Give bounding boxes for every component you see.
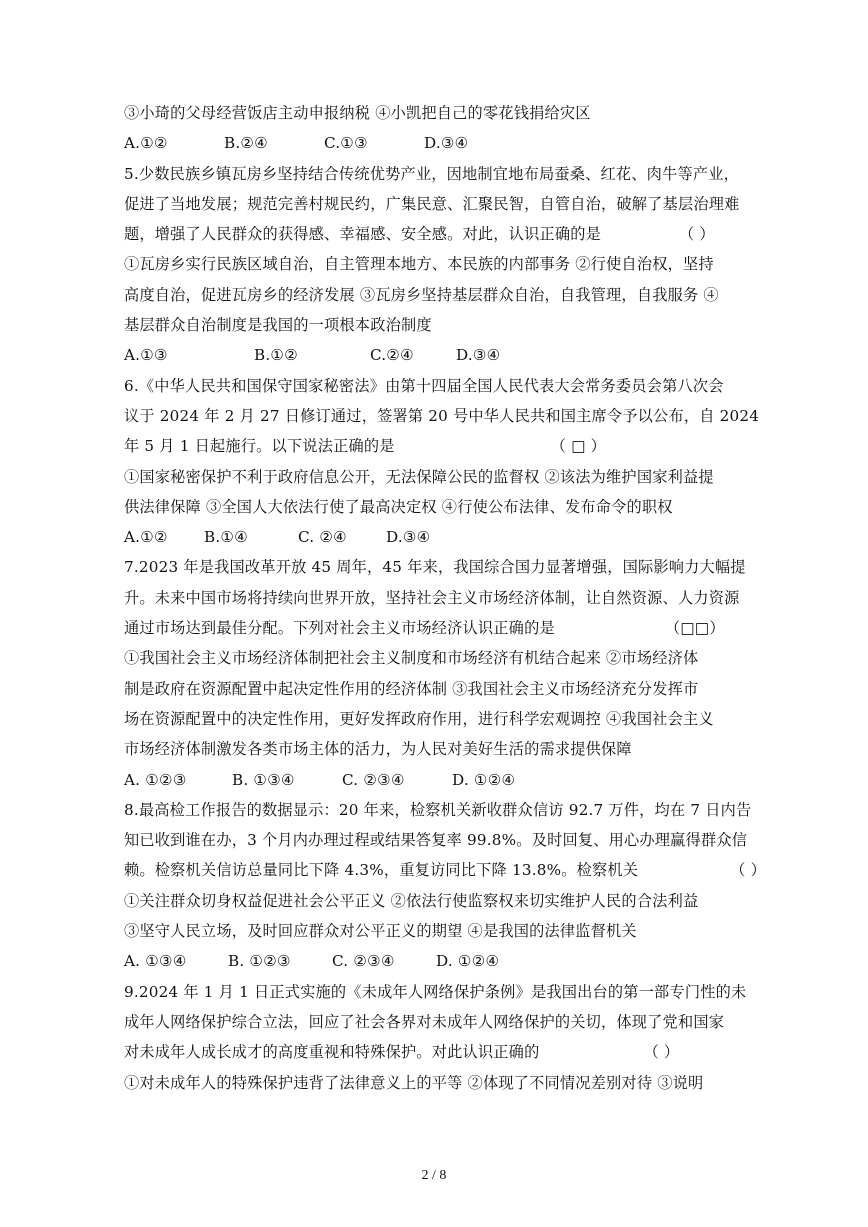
q5-stem-text: 题，增强了人民群众的获得感、幸福感、安全感。对此，认识正确的是	[124, 225, 602, 244]
q5-statement-line-3: 基层群众自治制度是我国的一项根本政治制度	[124, 316, 432, 335]
q9-stem-line-2: 成年人网络保护综合立法，回应了社会各界对未成年人网络保护的关切，体现了党和国家	[124, 1012, 725, 1031]
q5-statement-line-2: 高度自治，促进瓦房乡的经济发展 ③瓦房乡坚持基层群众自治，自我管理，自我服务 ④	[124, 285, 719, 304]
q4-option-a: A.①②	[124, 134, 168, 153]
q5-option-c: C.②④	[370, 346, 414, 365]
q7-answer-bracket: （□□）	[664, 619, 725, 638]
q6-option-c: C. ②④	[298, 528, 347, 547]
q8-options	[124, 946, 744, 976]
q9-stem-line-1: 9.2024 年 1 月 1 日正式实施的《未成年人网络保护条例》是我国出台的第一部专门性的未	[124, 982, 747, 1001]
q6-option-a: A.①②	[124, 528, 168, 547]
q7-options	[124, 765, 744, 795]
q9-statement-line-1: ①对未成年人的特殊保护违背了法律意义上的平等 ②体现了不同情况差别对待 ③说明	[124, 1073, 704, 1092]
page-number: 2 / 8	[421, 1168, 447, 1183]
q8-stem-line-3	[124, 855, 766, 885]
q8-statement-line-1: ①关注群众切身权益促进社会公平正义 ②依法行使监察权来切实维护人民的合法利益	[124, 891, 699, 910]
q6-statement-line-2: 供法律保障 ③全国人大依法行使了最高决定权 ④行使公布法律、发布命令的职权	[124, 497, 673, 516]
q4-statement-line: ③小琦的父母经营饭店主动申报纳税 ④小凯把自己的零花钱捐给灾区	[124, 104, 591, 122]
q4-option-b: B.②④	[224, 134, 269, 153]
q8-option-b: B. ①②③	[228, 952, 291, 971]
q7-stem-line-3	[124, 613, 744, 643]
q6-stem-line-1: 6.《中华人民共和国保守国家秘密法》由第十四届全国人民代表大会常务委员会第八次会	[124, 376, 724, 395]
q5-statement-line-1: ①瓦房乡实行民族区域自治，自主管理本地方、本民族的内部事务 ②行使自治权，坚持	[124, 255, 714, 274]
q5-options	[124, 340, 744, 370]
q5-option-b: B.①②	[254, 346, 299, 365]
q6-answer-bracket: （ □ ）	[550, 437, 607, 456]
q8-statement-line-2: ③坚守人民立场，及时回应群众对公平正义的期望 ④是我国的法律监督机关	[124, 922, 637, 941]
q6-stem-line-2: 议于 2024 年 2 月 27 日修订通过，签署第 20 号中华人民共和国主席令予以公布，自 2024	[124, 406, 760, 425]
q8-stem-text: 赖。检察机关信访总量同比下降 4.3%，重复访同比下降 13.8%。检察机关	[124, 861, 639, 880]
q9-stem-line-3	[124, 1037, 744, 1067]
q5-stem-line-3	[124, 219, 744, 249]
q5-option-a: A.①③	[124, 346, 168, 365]
q4-options	[124, 128, 744, 158]
q7-stem-line-1: 7.2023 年是我国改革开放 45 周年，45 年来，我国综合国力显著增强，国际影响力大幅提	[124, 558, 746, 577]
q7-option-c: C. ②③④	[342, 770, 405, 789]
q6-option-d: D.③④	[386, 528, 431, 547]
q5-stem-line-2: 促进了当地发展；规范完善村规民约，广集民意、汇聚民智，自管自治，破解了基层治理难	[124, 194, 740, 213]
q4-option-d: D.③④	[424, 134, 469, 153]
q4-option-c: C.①③	[324, 134, 368, 153]
q6-statement-line-1: ①国家秘密保护不利于政府信息公开，无法保障公民的监督权 ②该法为维护国家利益提	[124, 467, 714, 486]
q6-stem-text: 年 5 月 1 日起施行。以下说法正确的是	[124, 437, 395, 456]
q9-stem-text: 对未成年人成长成才的高度重视和特殊保护。对此认识正确的	[124, 1043, 540, 1062]
q7-statement-line-4: 市场经济体制激发各类市场主体的活力，为人民对美好生活的需求提供保障	[124, 740, 632, 759]
q8-answer-bracket: （ ）	[730, 861, 766, 880]
q7-statement-line-2: 制是政府在资源配置中起决定性作用的经济体制 ③我国社会主义市场经济充分发挥市	[124, 679, 699, 698]
q5-answer-bracket: （ ）	[679, 225, 715, 244]
q5-option-d: D.③④	[456, 346, 501, 365]
q6-stem-line-3	[124, 431, 744, 461]
q8-option-d: D. ①②④	[436, 952, 500, 971]
q7-option-d: D. ①②④	[452, 770, 516, 789]
q8-stem-line-1: 8.最高检工作报告的数据显示：20 年来，检察机关新收群众信访 92.7 万件，均在 7 日内告	[124, 800, 752, 819]
q7-stem-line-2: 升。未来中国市场将持续向世界开放，坚持社会主义市场经济体制，让自然资源、人力资源	[124, 588, 740, 607]
q8-option-c: C. ②③④	[332, 952, 395, 971]
q9-answer-bracket: （ ）	[643, 1043, 680, 1062]
q6-option-b: B.①④	[204, 528, 249, 547]
q6-options	[124, 522, 744, 552]
page-content	[124, 98, 766, 1098]
q7-option-b: B. ①③④	[232, 770, 295, 789]
q7-statement-line-3: 场在资源配置中的决定性作用，更好发挥政府作用，进行科学宏观调控 ④我国社会主义	[124, 709, 714, 728]
q8-option-a: A. ①③④	[124, 952, 187, 971]
q5-stem-line-1: 5.少数民族乡镇瓦房乡坚持结合传统优势产业，因地制宜地布局蚕桑、红花、肉牛等产业，	[124, 164, 740, 183]
q7-option-a: A. ①②③	[124, 770, 187, 789]
q7-statement-line-1: ①我国社会主义市场经济体制把社会主义制度和市场经济有机结合起来 ②市场经济体	[124, 649, 699, 668]
q8-stem-line-2: 知已收到谁在办，3 个月内办理过程或结果答复率 99.8%。及时回复、用心办理赢得群众信	[124, 831, 748, 850]
q7-stem-text: 通过市场达到最佳分配。下列对社会主义市场经济认识正确的是	[124, 619, 555, 638]
